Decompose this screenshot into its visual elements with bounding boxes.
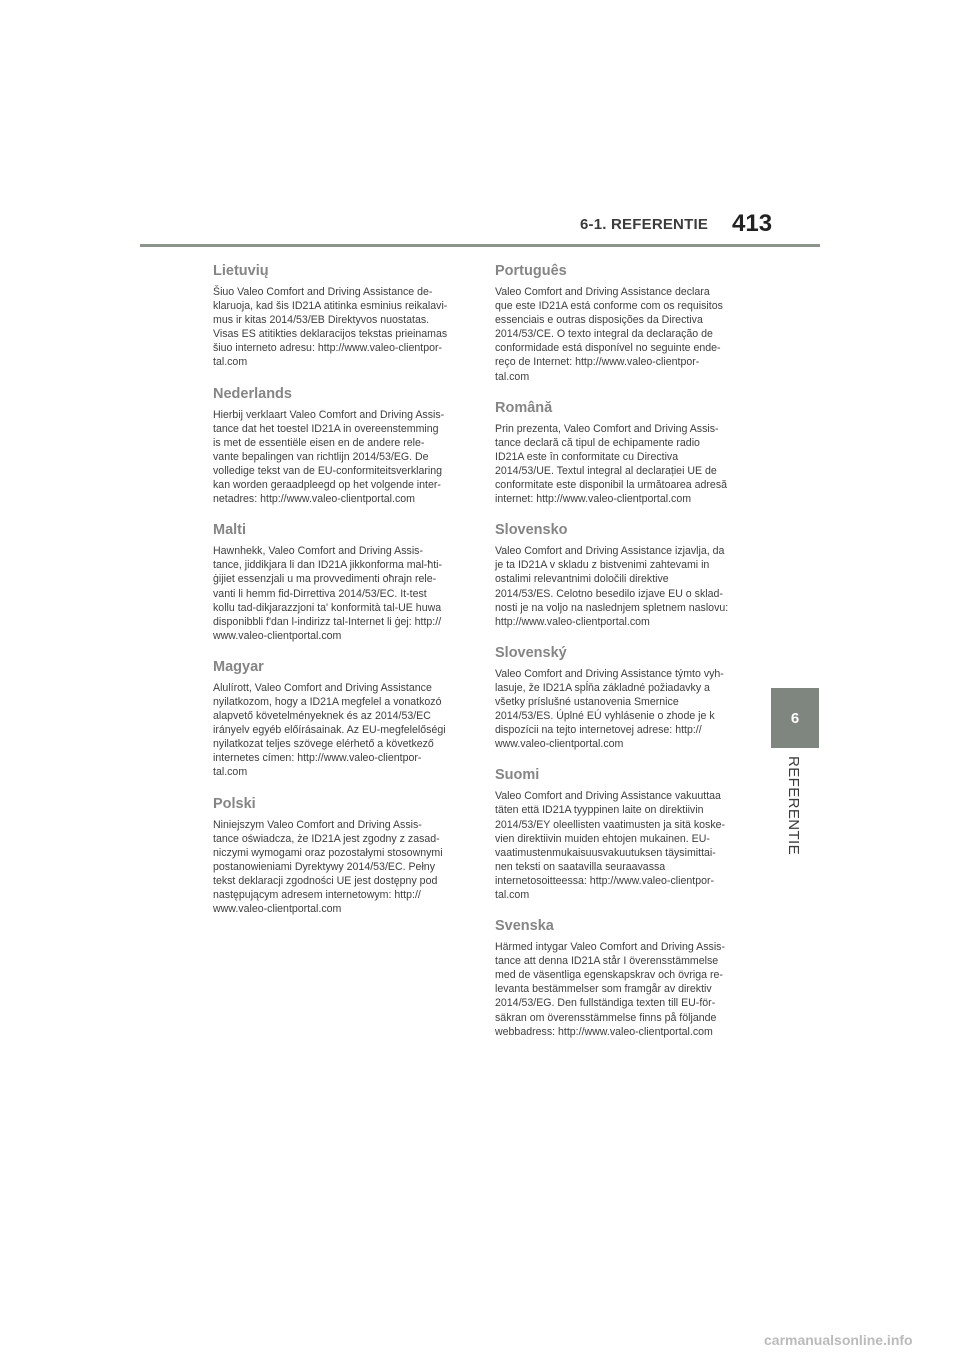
- section-body: Valeo Comfort and Driving Assistance declara que este ID21A está conforme com os requisitos essenciais e outras disposições da Directiva 2014/53/CE. O texto integral da declaração de conformidade está disponível no seguinte ende- reço de Internet: http://www.valeo-clientpor- tal.com: [495, 286, 723, 383]
- section-heading: Polski: [213, 795, 256, 812]
- section-body: Niniejszym Valeo Comfort and Driving Assis- tance oświadcza, że ID21A jest zgodny z zasad- niczymi wymogami oraz pozostałymi stosownymi postanowieniami Dyrektywy 2014/53/EC. Pełny tekst deklaracji zgodności UE jest dostępny pod następującym adresem internetowym: http:// www.valeo-clientportal.com: [213, 818, 443, 916]
- section-suomi: [495, 766, 747, 902]
- section-heading: Suomi: [495, 767, 540, 784]
- section-title: 6-1. REFERENTIE: [580, 216, 709, 233]
- section-slovensky: [495, 644, 747, 752]
- section-heading: Malti: [213, 522, 247, 539]
- section-heading: Lietuvių: [213, 263, 269, 279]
- header-divider: [140, 244, 820, 247]
- section-heading: Português: [495, 263, 567, 279]
- section-slovensko: [495, 521, 747, 629]
- section-body: Valeo Comfort and Driving Assistance izjavlja, da je ta ID21A v skladu z bistvenimi zahtevami in ostalimi relevantnimi določili direktive 2014/53/ES. Celotno besedilo izjave EU o sklad- nosti je na voljo na naslednjem spletnem naslovu: http://www.valeo-clientportal.com: [495, 545, 729, 628]
- section-body: Hawnhekk, Valeo Comfort and Driving Assis- tance, jiddikjara li dan ID21A jikkonforma mal-ħti- ġijiet essenzjali u ma provvedimenti oħrajn rele- vanti li hemm fid-Dirrettiva 2014/53/EC. It-test kollu tad-dikjarazzjoni ta' konformità tal-UE huwa disponibbli f'dan l-indirizz tal-Internet li ġej: http:// www.valeo-clientportal.com: [213, 545, 443, 642]
- section-heading: Magyar: [213, 658, 264, 675]
- section-body: Šiuo Valeo Comfort and Driving Assistance de- klaruoja, kad šis ID21A atitinka esminius reikalavi- mus ir kitas 2014/53/EB Direktyvos nuostatas. Visas ES atitikties deklaracijos tekstas prieinamas šiuo interneto adresu: http://www.valeo-clientpor- tal.com: [213, 286, 448, 369]
- section-malti: [213, 521, 465, 643]
- section-body: Härmed intygar Valeo Comfort and Driving Assis- tance att denna ID21A står I överensstämmelse med de väsentliga egenskapskrav och övriga re- levanta bestämmelser som framgår av direktiv 2014/53/EG. Den fullständiga texten till EU-för- säkran om överensstämmelse finns på följande webbadress: http://www.valeo-clientportal.com: [495, 941, 726, 1038]
- section-polski: [213, 795, 465, 917]
- section-heading: Română: [495, 399, 553, 416]
- section-svenska: [495, 917, 747, 1039]
- chapter-label: REFERENTIE: [785, 756, 802, 856]
- right-column: [495, 262, 747, 1054]
- section-nederlands: [213, 385, 465, 507]
- watermark: carmanualsonline.info: [764, 1332, 913, 1348]
- page-number: 413: [732, 210, 773, 237]
- section-romana: [495, 399, 747, 507]
- chapter-number: 6: [790, 709, 800, 727]
- section-magyar: [213, 658, 465, 780]
- section-body: Alulírott, Valeo Comfort and Driving Assistance nyilatkozom, hogy a ID21A megfelel a vonatkozó alapvető követelményeknek és az 2014/53/EC irányelv egyéb előírásainak. Az EU-megfelelőségi nyilatkozat teljes szövege elérhető a következő internetes címen: http://www.valeo-clientpor- tal.com: [213, 681, 446, 779]
- section-portugues: [495, 262, 747, 384]
- section-heading: Nederlands: [213, 385, 292, 402]
- section-heading: Svenska: [495, 918, 554, 935]
- chapter-tab[interactable]: [771, 688, 819, 748]
- section-body: Prin prezenta, Valeo Comfort and Driving Assis- tance declară că tipul de echipamente radio ID21A este în conformitate cu Directiva 2014/53/UE. Textul integral al declarației UE de conformitate este disponibil la următoarea adresă internet: http://www.valeo-clientportal.com: [495, 422, 728, 506]
- section-heading: Slovenský: [495, 644, 567, 661]
- section-lietuviu: [213, 262, 465, 370]
- section-body: Valeo Comfort and Driving Assistance vakuuttaa täten että ID21A tyyppinen laite on direktiivin 2014/53/EY oleellisten vaatimusten ja sitä koske- vien direktiivin muiden ehtojen mukainen. EU- vaatimustenmukaisuusvakuutuksen täysimittai- nen teksti on saatavilla seuraavassa internetosoitteessa: http://www.valeo-clientpor- tal.com: [495, 790, 726, 901]
- left-column: [213, 262, 465, 931]
- section-body: Hierbij verklaart Valeo Comfort and Driving Assis- tance dat het toestel ID21A in overeenstemming is met de essentiële eisen en de andere rele- vante bepalingen van richtlijn 2014/53/EG. De volledige tekst van de EU-conformiteitsverklaring kan worden geraadpleegd op het volgende inter- netadres: http://www.valeo-clientportal.com: [213, 408, 445, 506]
- section-heading: Slovensko: [495, 522, 568, 539]
- section-body: Valeo Comfort and Driving Assistance týmto vyh- lasuje, že ID21A spĺňa základné požiadavky a všetky príslušné ustanovenia Smernice 2014/53/ES. Úplné EÚ vyhlásenie o zhode je k dispozícii na tejto internetovej adrese: http:// www.valeo-clientportal.com: [495, 667, 724, 751]
